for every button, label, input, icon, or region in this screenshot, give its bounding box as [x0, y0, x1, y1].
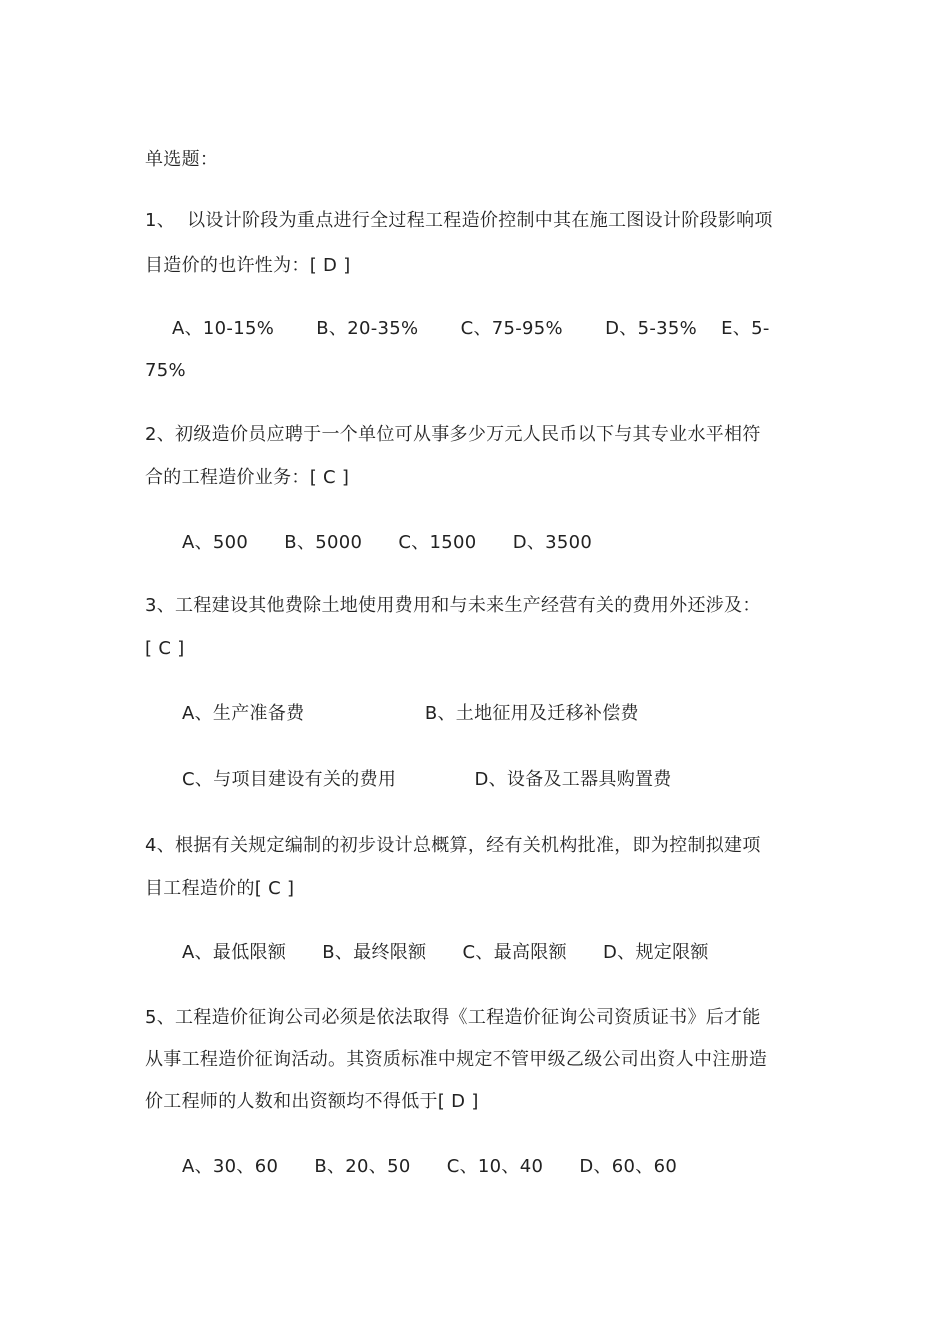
question-1-line-1: 1、 以设计阶段为重点进行全过程工程造价控制中其在施工图设计阶段影响项: [145, 210, 773, 231]
question-2-options: A、500 B、5000 C、1500 D、3500: [182, 532, 593, 553]
question-5-line-1: 5、工程造价征询公司必须是依法取得《工程造价征询公司资质证书》后才能: [145, 1007, 761, 1028]
question-1-line-2: 目造价的也许性为：[ D ]: [145, 255, 351, 276]
question-4-options: A、最低限额 B、最终限额 C、最高限额 D、规定限额: [182, 942, 709, 963]
question-3-line-2: [ C ]: [145, 638, 185, 659]
question-5-line-3: 价工程师的人数和出资额均不得低于[ D ]: [145, 1091, 479, 1112]
question-3-line-1: 3、工程建设其他费除土地使用费用和与未来生产经营有关的费用外还涉及：: [145, 595, 761, 616]
question-1-options-line-2: 75%: [145, 360, 186, 381]
question-4-line-1: 4、根据有关规定编制的初步设计总概算，经有关机构批准，即为控制拟建项: [145, 835, 761, 856]
question-5-options: A、30、60 B、20、50 C、10、40 D、60、60: [182, 1156, 678, 1177]
question-1-options-line-1: A、10-15% B、20-35% C、75-95% D、5-35% E、5-: [172, 318, 770, 339]
question-4-line-2: 目工程造价的[ C ]: [145, 878, 295, 899]
section-heading: 单选题：: [145, 149, 219, 170]
question-3-options-line-2: C、与项目建设有关的费用 D、设备及工器具购置费: [182, 769, 672, 790]
question-2-line-2: 合的工程造价业务：[ C ]: [145, 467, 350, 488]
question-5-line-2: 从事工程造价征询活动。其资质标准中规定不管甲级乙级公司出资人中注册造: [145, 1049, 768, 1070]
question-2-line-1: 2、初级造价员应聘于一个单位可从事多少万元人民币以下与其专业水平相符: [145, 424, 761, 445]
question-3-options-line-1: A、生产准备费 B、土地征用及迁移补偿费: [182, 703, 639, 724]
